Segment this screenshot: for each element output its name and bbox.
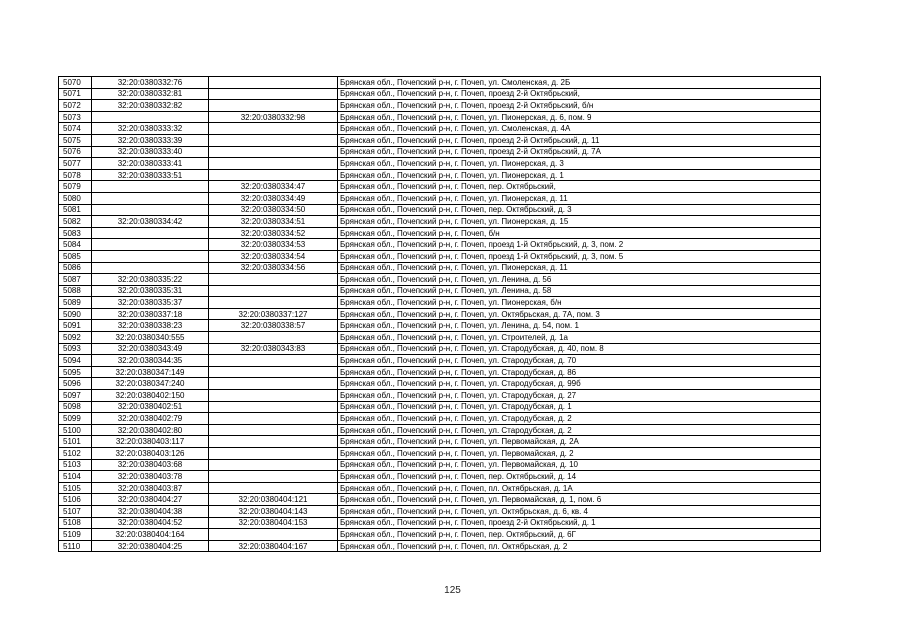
table-row	[59, 123, 821, 135]
address-cell: Брянская обл., Почепский р-н, г. Почеп, ул. Ленина, д. 58	[338, 285, 821, 297]
table-row	[59, 517, 821, 529]
cadastral-number-cell: 32:20:0380404:52	[92, 517, 209, 529]
premises-cadastral-number-cell	[209, 482, 338, 494]
premises-cadastral-number-cell: 32:20:0380404:153	[209, 517, 338, 529]
table-row	[59, 192, 821, 204]
row-number-cell: 5098	[59, 401, 92, 413]
premises-cadastral-number-cell	[209, 436, 338, 448]
table-row	[59, 505, 821, 517]
premises-cadastral-number-cell	[209, 378, 338, 390]
address-cell: Брянская обл., Почепский р-н, г. Почеп, ул. Октябрьская, д. 7А, пом. 3	[338, 308, 821, 320]
row-number-cell: 5089	[59, 297, 92, 309]
table-row	[59, 494, 821, 506]
address-cell: Брянская обл., Почепский р-н, г. Почеп, ул. Стародубская, д. 1	[338, 401, 821, 413]
document-table-container	[58, 76, 821, 552]
row-number-cell: 5109	[59, 529, 92, 541]
row-number-cell: 5110	[59, 540, 92, 552]
table-row	[59, 297, 821, 309]
row-number-cell: 5092	[59, 332, 92, 344]
premises-cadastral-number-cell	[209, 285, 338, 297]
address-cell: Брянская обл., Почепский р-н, г. Почеп, ул. Первомайская, д. 10	[338, 459, 821, 471]
row-number-cell: 5081	[59, 204, 92, 216]
row-number-cell: 5086	[59, 262, 92, 274]
row-number-cell: 5073	[59, 111, 92, 123]
address-cell: Брянская обл., Почепский р-н, г. Почеп, пер. Октябрьский, д. 6Г	[338, 529, 821, 541]
premises-cadastral-number-cell: 32:20:0380334:51	[209, 216, 338, 228]
premises-cadastral-number-cell	[209, 401, 338, 413]
address-cell: Брянская обл., Почепский р-н, г. Почеп, проезд 1-й Октябрьский, д. 3, пом. 5	[338, 250, 821, 262]
cadastral-number-cell: 32:20:0380403:68	[92, 459, 209, 471]
table-row	[59, 158, 821, 170]
premises-cadastral-number-cell	[209, 134, 338, 146]
cadastral-number-cell: 32:20:0380333:41	[92, 158, 209, 170]
table-row	[59, 390, 821, 402]
cadastral-number-cell	[92, 192, 209, 204]
premises-cadastral-number-cell: 32:20:0380343:83	[209, 343, 338, 355]
premises-cadastral-number-cell	[209, 459, 338, 471]
table-row	[59, 366, 821, 378]
table-row	[59, 285, 821, 297]
premises-cadastral-number-cell: 32:20:0380334:52	[209, 227, 338, 239]
row-number-cell: 5103	[59, 459, 92, 471]
table-row	[59, 448, 821, 460]
premises-cadastral-number-cell	[209, 390, 338, 402]
table-row	[59, 111, 821, 123]
cadastral-number-cell: 32:20:0380347:149	[92, 366, 209, 378]
address-cell: Брянская обл., Почепский р-н, г. Почеп, ул. Пионерская, д. 6, пом. 9	[338, 111, 821, 123]
premises-cadastral-number-cell	[209, 366, 338, 378]
cadastral-number-cell: 32:20:0380332:81	[92, 88, 209, 100]
row-number-cell: 5093	[59, 343, 92, 355]
table-row	[59, 250, 821, 262]
row-number-cell: 5087	[59, 274, 92, 286]
row-number-cell: 5091	[59, 320, 92, 332]
row-number-cell: 5078	[59, 169, 92, 181]
table-row	[59, 181, 821, 193]
address-cell: Брянская обл., Почепский р-н, г. Почеп, ул. Строителей, д. 1а	[338, 332, 821, 344]
premises-cadastral-number-cell: 32:20:0380334:56	[209, 262, 338, 274]
premises-cadastral-number-cell: 32:20:0380337:127	[209, 308, 338, 320]
table-row	[59, 413, 821, 425]
cadastral-number-cell: 32:20:0380340:555	[92, 332, 209, 344]
address-cell: Брянская обл., Почепский р-н, г. Почеп, пл. Октябрьская, д. 2	[338, 540, 821, 552]
address-cell: Брянская обл., Почепский р-н, г. Почеп, проезд 1-й Октябрьский, д. 3, пом. 2	[338, 239, 821, 251]
premises-cadastral-number-cell	[209, 529, 338, 541]
premises-cadastral-number-cell: 32:20:0380334:54	[209, 250, 338, 262]
cadastral-number-cell: 32:20:0380347:240	[92, 378, 209, 390]
table-row	[59, 77, 821, 89]
address-cell: Брянская обл., Почепский р-н, г. Почеп, ул. Пионерская, б/н	[338, 297, 821, 309]
address-cell: Брянская обл., Почепский р-н, г. Почеп, пер. Октябрьский,	[338, 181, 821, 193]
premises-cadastral-number-cell	[209, 413, 338, 425]
row-number-cell: 5101	[59, 436, 92, 448]
cadastral-number-cell: 32:20:0380402:80	[92, 424, 209, 436]
row-number-cell: 5082	[59, 216, 92, 228]
premises-cadastral-number-cell: 32:20:0380334:53	[209, 239, 338, 251]
table-row	[59, 378, 821, 390]
address-cell: Брянская обл., Почепский р-н, г. Почеп, ул. Смоленская, д. 2Б	[338, 77, 821, 89]
address-cell: Брянская обл., Почепский р-н, г. Почеп, ул. Смоленская, д. 4А	[338, 123, 821, 135]
premises-cadastral-number-cell: 32:20:0380404:167	[209, 540, 338, 552]
address-cell: Брянская обл., Почепский р-н, г. Почеп, ул. Стародубская, д. 86	[338, 366, 821, 378]
address-cell: Брянская обл., Почепский р-н, г. Почеп, ул. Первомайская, д. 2А	[338, 436, 821, 448]
cadastral-number-cell: 32:20:0380333:32	[92, 123, 209, 135]
table-row	[59, 146, 821, 158]
row-number-cell: 5070	[59, 77, 92, 89]
address-cell: Брянская обл., Почепский р-н, г. Почеп, проезд 2-й Октябрьский,	[338, 88, 821, 100]
premises-cadastral-number-cell	[209, 355, 338, 367]
cadastral-number-cell: 32:20:0380337:18	[92, 308, 209, 320]
cadastral-number-cell	[92, 111, 209, 123]
cadastral-number-cell: 32:20:0380402:79	[92, 413, 209, 425]
row-number-cell: 5106	[59, 494, 92, 506]
premises-cadastral-number-cell: 32:20:0380334:50	[209, 204, 338, 216]
row-number-cell: 5107	[59, 505, 92, 517]
row-number-cell: 5100	[59, 424, 92, 436]
row-number-cell: 5074	[59, 123, 92, 135]
premises-cadastral-number-cell	[209, 77, 338, 89]
cadastral-number-cell: 32:20:0380402:51	[92, 401, 209, 413]
table-row	[59, 529, 821, 541]
address-cell: Брянская обл., Почепский р-н, г. Почеп, ул. Пионерская, д. 3	[338, 158, 821, 170]
cadastral-number-cell: 32:20:0380403:117	[92, 436, 209, 448]
address-cell: Брянская обл., Почепский р-н, г. Почеп, ул. Пионерская, д. 11	[338, 192, 821, 204]
address-cell: Брянская обл., Почепский р-н, г. Почеп, ул. Ленина, д. 54, пом. 1	[338, 320, 821, 332]
row-number-cell: 5072	[59, 100, 92, 112]
cadastral-number-cell: 32:20:0380333:51	[92, 169, 209, 181]
table-row	[59, 216, 821, 228]
cadastral-number-cell: 32:20:0380333:40	[92, 146, 209, 158]
table-row	[59, 424, 821, 436]
premises-cadastral-number-cell	[209, 332, 338, 344]
address-cell: Брянская обл., Почепский р-н, г. Почеп, пл. Октябрьская, д. 1А	[338, 482, 821, 494]
row-number-cell: 5080	[59, 192, 92, 204]
cadastral-number-cell	[92, 204, 209, 216]
address-cell: Брянская обл., Почепский р-н, г. Почеп, пер. Октябрьский, д. 3	[338, 204, 821, 216]
address-cell: Брянская обл., Почепский р-н, г. Почеп, ул. Стародубская, д. 2	[338, 413, 821, 425]
premises-cadastral-number-cell	[209, 146, 338, 158]
cadastral-number-cell: 32:20:0380332:76	[92, 77, 209, 89]
table-row	[59, 355, 821, 367]
address-cell: Брянская обл., Почепский р-н, г. Почеп, ул. Пионерская, д. 15	[338, 216, 821, 228]
cadastral-number-cell: 32:20:0380404:38	[92, 505, 209, 517]
cadastral-number-cell	[92, 181, 209, 193]
premises-cadastral-number-cell: 32:20:0380334:49	[209, 192, 338, 204]
address-cell: Брянская обл., Почепский р-н, г. Почеп, ул. Ленина, д. 56	[338, 274, 821, 286]
row-number-cell: 5077	[59, 158, 92, 170]
premises-cadastral-number-cell: 32:20:0380404:121	[209, 494, 338, 506]
row-number-cell: 5105	[59, 482, 92, 494]
cadastral-number-cell: 32:20:0380334:42	[92, 216, 209, 228]
table-row	[59, 459, 821, 471]
row-number-cell: 5102	[59, 448, 92, 460]
address-cell: Брянская обл., Почепский р-н, г. Почеп, ул. Стародубская, д. 70	[338, 355, 821, 367]
row-number-cell: 5097	[59, 390, 92, 402]
cadastral-number-cell: 32:20:0380332:82	[92, 100, 209, 112]
cadastral-number-cell: 32:20:0380344:35	[92, 355, 209, 367]
premises-cadastral-number-cell	[209, 274, 338, 286]
cadastral-number-cell: 32:20:0380404:25	[92, 540, 209, 552]
premises-cadastral-number-cell: 32:20:0380334:47	[209, 181, 338, 193]
address-cell: Брянская обл., Почепский р-н, г. Почеп, проезд 2-й Октябрьский, б/н	[338, 100, 821, 112]
row-number-cell: 5095	[59, 366, 92, 378]
premises-cadastral-number-cell	[209, 471, 338, 483]
premises-cadastral-number-cell	[209, 424, 338, 436]
table-row	[59, 320, 821, 332]
cadastral-number-cell: 32:20:0380333:39	[92, 134, 209, 146]
address-cell: Брянская обл., Почепский р-н, г. Почеп, ул. Октябрьская, д. 6, кв. 4	[338, 505, 821, 517]
table-body	[59, 77, 821, 552]
table-row	[59, 482, 821, 494]
cadastral-number-cell: 32:20:0380335:22	[92, 274, 209, 286]
table-row	[59, 88, 821, 100]
premises-cadastral-number-cell	[209, 88, 338, 100]
premises-cadastral-number-cell	[209, 123, 338, 135]
address-cell: Брянская обл., Почепский р-н, г. Почеп, ул. Стародубская, д. 40, пом. 8	[338, 343, 821, 355]
table-row	[59, 134, 821, 146]
table-row	[59, 204, 821, 216]
premises-cadastral-number-cell: 32:20:0380404:143	[209, 505, 338, 517]
premises-cadastral-number-cell: 32:20:0380332:98	[209, 111, 338, 123]
table-row	[59, 471, 821, 483]
address-cell: Брянская обл., Почепский р-н, г. Почеп, проезд 2-й Октябрьский, д. 1	[338, 517, 821, 529]
property-table	[58, 76, 821, 552]
cadastral-number-cell: 32:20:0380404:164	[92, 529, 209, 541]
cadastral-number-cell: 32:20:0380343:49	[92, 343, 209, 355]
row-number-cell: 5085	[59, 250, 92, 262]
address-cell: Брянская обл., Почепский р-н, г. Почеп, проезд 2-й Октябрьский, д. 7А	[338, 146, 821, 158]
table-row	[59, 343, 821, 355]
premises-cadastral-number-cell	[209, 448, 338, 460]
row-number-cell: 5071	[59, 88, 92, 100]
address-cell: Брянская обл., Почепский р-н, г. Почеп, ул. Стародубская, д. 99б	[338, 378, 821, 390]
cadastral-number-cell	[92, 227, 209, 239]
cadastral-number-cell	[92, 250, 209, 262]
cadastral-number-cell: 32:20:0380404:27	[92, 494, 209, 506]
premises-cadastral-number-cell	[209, 169, 338, 181]
address-cell: Брянская обл., Почепский р-н, г. Почеп, пер. Октябрьский, д. 14	[338, 471, 821, 483]
address-cell: Брянская обл., Почепский р-н, г. Почеп, б/н	[338, 227, 821, 239]
table-row	[59, 308, 821, 320]
row-number-cell: 5083	[59, 227, 92, 239]
row-number-cell: 5099	[59, 413, 92, 425]
premises-cadastral-number-cell	[209, 297, 338, 309]
cadastral-number-cell	[92, 262, 209, 274]
row-number-cell: 5096	[59, 378, 92, 390]
cadastral-number-cell: 32:20:0380403:78	[92, 471, 209, 483]
cadastral-number-cell: 32:20:0380403:126	[92, 448, 209, 460]
table-row	[59, 401, 821, 413]
page-number: 125	[444, 585, 461, 596]
row-number-cell: 5104	[59, 471, 92, 483]
premises-cadastral-number-cell: 32:20:0380338:57	[209, 320, 338, 332]
table-row	[59, 332, 821, 344]
cadastral-number-cell: 32:20:0380335:31	[92, 285, 209, 297]
row-number-cell: 5075	[59, 134, 92, 146]
address-cell: Брянская обл., Почепский р-н, г. Почеп, ул. Пионерская, д. 11	[338, 262, 821, 274]
row-number-cell: 5084	[59, 239, 92, 251]
row-number-cell: 5090	[59, 308, 92, 320]
cadastral-number-cell: 32:20:0380338:23	[92, 320, 209, 332]
address-cell: Брянская обл., Почепский р-н, г. Почеп, ул. Стародубская, д. 2	[338, 424, 821, 436]
cadastral-number-cell: 32:20:0380403:87	[92, 482, 209, 494]
address-cell: Брянская обл., Почепский р-н, г. Почеп, ул. Первомайская, д. 1, пом. 6	[338, 494, 821, 506]
row-number-cell: 5094	[59, 355, 92, 367]
table-row	[59, 540, 821, 552]
table-row	[59, 436, 821, 448]
row-number-cell: 5079	[59, 181, 92, 193]
table-row	[59, 100, 821, 112]
row-number-cell: 5108	[59, 517, 92, 529]
address-cell: Брянская обл., Почепский р-н, г. Почеп, проезд 2-й Октябрьский, д. 11	[338, 134, 821, 146]
address-cell: Брянская обл., Почепский р-н, г. Почеп, ул. Пионерская, д. 1	[338, 169, 821, 181]
row-number-cell: 5088	[59, 285, 92, 297]
table-row	[59, 262, 821, 274]
table-row	[59, 169, 821, 181]
table-row	[59, 239, 821, 251]
cadastral-number-cell: 32:20:0380402:150	[92, 390, 209, 402]
cadastral-number-cell	[92, 239, 209, 251]
cadastral-number-cell: 32:20:0380335:37	[92, 297, 209, 309]
address-cell: Брянская обл., Почепский р-н, г. Почеп, ул. Первомайская, д. 2	[338, 448, 821, 460]
table-row	[59, 227, 821, 239]
address-cell: Брянская обл., Почепский р-н, г. Почеп, ул. Стародубская, д. 27	[338, 390, 821, 402]
row-number-cell: 5076	[59, 146, 92, 158]
premises-cadastral-number-cell	[209, 100, 338, 112]
table-row	[59, 274, 821, 286]
premises-cadastral-number-cell	[209, 158, 338, 170]
